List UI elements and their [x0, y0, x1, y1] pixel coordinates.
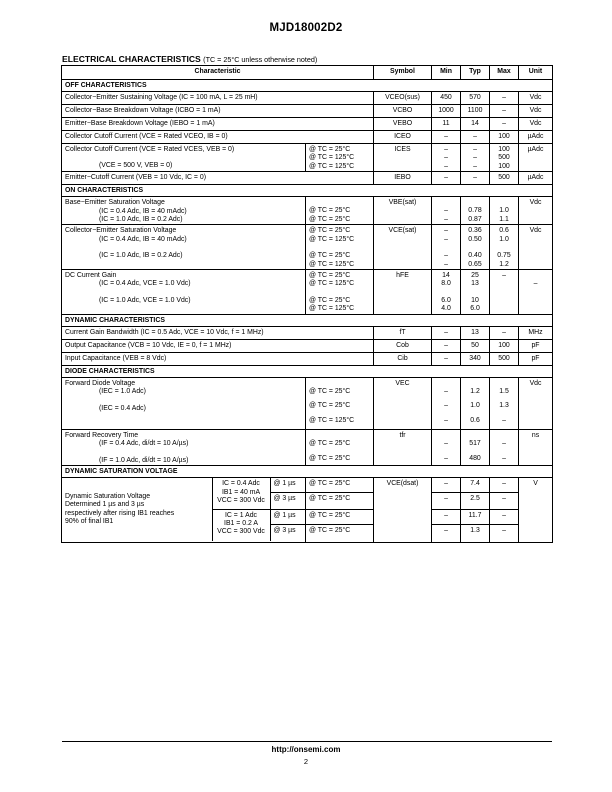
table-row: DC Current Gain (IC = 0.4 Adc, VCE = 1.0 Vdc) (IC = 1.0 Adc, VCE = 1.0 Vdc) @ TC = 25°C @ TC = 125°C @ TC = 25°C @ TC = 125°C hFE 14 8.0 6.0 4.0 25 13 10 6.0 – –	[62, 270, 553, 315]
col-symbol: Symbol	[374, 66, 432, 80]
col-min: Min	[432, 66, 461, 80]
section-on: ON CHARACTERISTICS	[62, 185, 553, 197]
table-row: Dynamic Saturation Voltage Determined 1 µs and 3 µs respectively after rising IB1 reaches 90% of final IB1 IC = 0.4 Adc IB1 = 40 mA VCC = 300 Vdc @ 1 µs @ 3 µs IC = 1 Adc IB1 = 0.2 A VCC = 300 Vdc @ 1 µs @ 3 µs @ TC = 25°C @ TC = 25°C @ TC = 25°C @ TC = 25°C VCE(dsat) – – – – 7.4 2.5 11.7 1.3 – – – – V	[62, 478, 553, 543]
table-title: ELECTRICAL CHARACTERISTICS (TC = 25°C unless otherwise noted)	[62, 54, 318, 64]
col-unit: Unit	[519, 66, 553, 80]
table-row: Collector−Emitter Sustaining Voltage (IC = 100 mA, L = 25 mH) VCEO(sus) 450 570 – Vdc	[62, 92, 553, 105]
table-row: Collector Cutoff Current (VCE = Rated VCEO, IB = 0) ICEO – – 100 µAdc	[62, 131, 553, 144]
table-row: Forward Diode Voltage (IEC = 1.0 Adc) (IEC = 0.4 Adc) @ TC = 25°C @ TC = 25°C @ TC = 125°C VEC – – – 1.2 1.0 0.6 1.5 1.3 – Vdc	[62, 377, 553, 429]
footer-rule	[62, 741, 552, 742]
page-number: 2	[303, 757, 309, 766]
table-header-row	[62, 66, 553, 80]
table-row: Input Capacitance (VEB = 8 Vdc) Cib – 340 500 pF	[62, 352, 553, 365]
section-dynamic: DYNAMIC CHARACTERISTICS	[62, 314, 553, 326]
section-off: OFF CHARACTERISTICS	[62, 80, 553, 92]
col-typ: Typ	[461, 66, 490, 80]
col-max: Max	[490, 66, 519, 80]
table-row: Collector−Emitter Saturation Voltage (IC = 0.4 Adc, IB = 40 mAdc) (IC = 1.0 Adc, IB = 0.2 Adc) @ TC = 25°C @ TC = 125°C @ TC = 25°C @ TC = 125°C VCE(sat) – – – – 0.36 0.50 0.40 0.65 0.6 1.0 0.75 1.2 Vdc	[62, 225, 553, 270]
col-characteristic: Characteristic	[62, 66, 374, 80]
table-row: Emitter−Cutoff Current (VEB = 10 Vdc, IC = 0) IEBO – – 500 µAdc	[62, 172, 553, 185]
table-row: Base−Emitter Saturation Voltage (IC = 0.4 Adc, IB = 40 mAdc) (IC = 1.0 Adc, IB = 0.2 Adc) @ TC = 25°C @ TC = 25°C VBE(sat) – – 0.78 0.87 1.0 1.1 Vdc	[62, 197, 553, 225]
table-row: Emitter−Base Breakdown Voltage (IEBO = 1 mA) VEBO 11 14 – Vdc	[62, 118, 553, 131]
page-header: MJD18002D2	[269, 22, 343, 34]
table-title-note: (TC = 25°C unless otherwise noted)	[203, 55, 318, 64]
footer-url[interactable]: http://onsemi.com	[271, 745, 341, 754]
section-diode: DIODE CHARACTERISTICS	[62, 365, 553, 377]
electrical-characteristics-table	[61, 65, 553, 543]
section-dynamic-saturation: DYNAMIC SATURATION VOLTAGE	[62, 466, 553, 478]
table-row: Forward Recovery Time (IF = 0.4 Adc, di/dt = 10 A/µs) (IF = 1.0 Adc, di/dt = 10 A/µs) @ TC = 25°C @ TC = 25°C tfr – – 517 480 – – ns	[62, 429, 553, 465]
table-row: Output Capacitance (VCB = 10 Vdc, IE = 0, f = 1 MHz) Cob – 50 100 pF	[62, 339, 553, 352]
table-row: Current Gain Bandwidth (IC = 0.5 Adc, VCE = 10 Vdc, f = 1 MHz) fT – 13 – MHz	[62, 326, 553, 339]
table-row: Collector Cutoff Current (VCE = Rated VCES, VEB = 0) (VCE = 500 V, VEB = 0) @ TC = 25°C @ TC = 125°C @ TC = 125°C ICES – – – – – – 100 500 100 µAdc	[62, 144, 553, 172]
table-row: Collector−Base Breakdown Voltage (ICBO = 1 mA) VCBO 1000 1100 – Vdc	[62, 105, 553, 118]
